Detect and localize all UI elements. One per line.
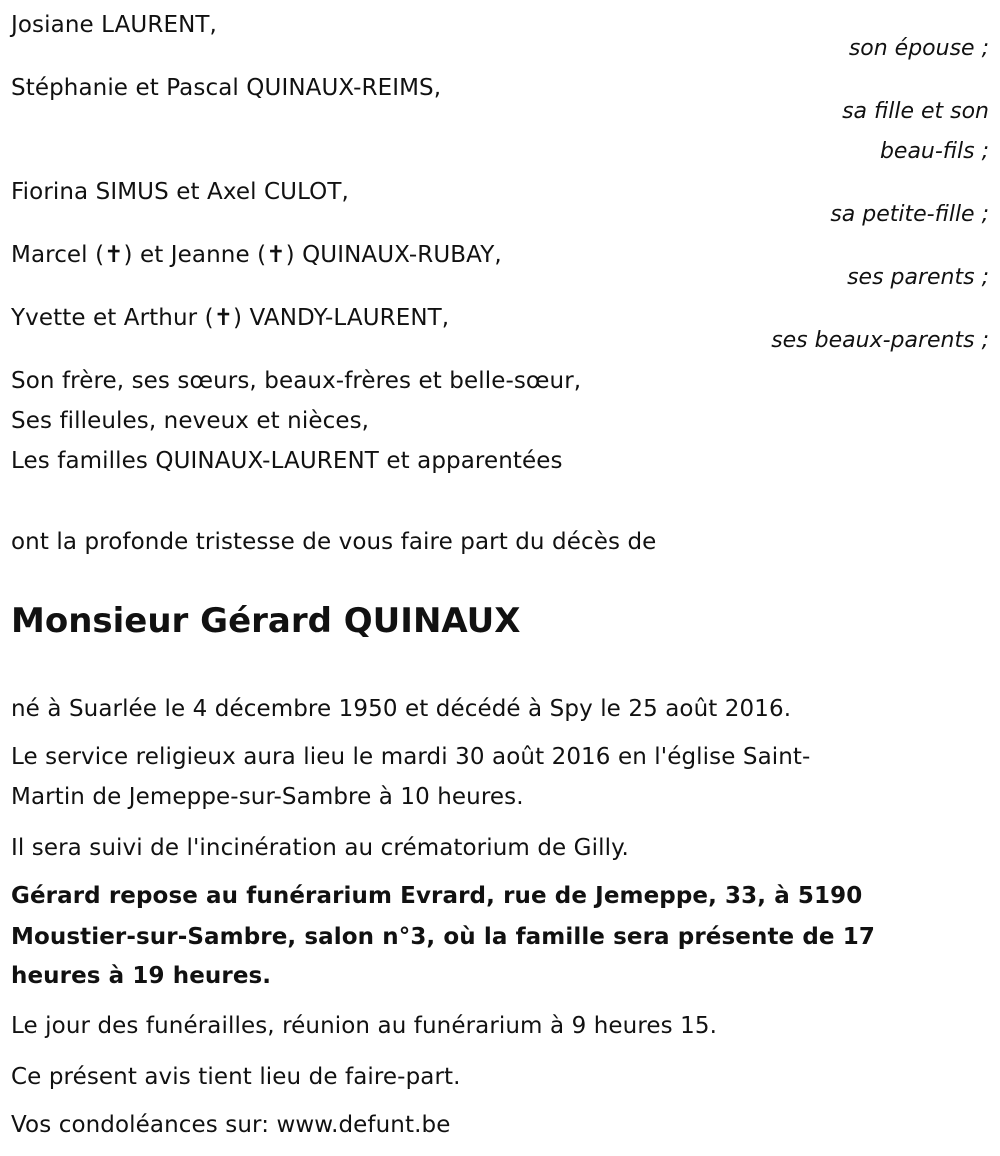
birth-death-text: né à Suarlée le 4 décembre 1950 et décédé à Spy le 25 août 2016.	[11, 696, 792, 722]
meeting-text: Le jour des funérailles, réunion au funérarium à 9 heures 15.	[11, 1013, 718, 1039]
viewing-text-line3: heures à 19 heures.	[11, 963, 272, 989]
extended-family-line: Les familles QUINAUX-LAURENT et apparentées	[11, 448, 563, 474]
viewing-text-line2: Moustier-sur-Sambre, salon n°3, où la famille sera présente de 17	[11, 924, 875, 950]
extended-family-line: Ses filleules, neveux et nièces,	[11, 408, 370, 434]
family-member-daughter: Stéphanie et Pascal QUINAUX-REIMS,	[11, 75, 442, 101]
viewing-text-line1: Gérard repose au funérarium Evrard, rue de Jemeppe, 33, à 5190	[11, 883, 863, 909]
family-member-spouse: Josiane LAURENT,	[11, 12, 217, 38]
condolences-text: Vos condoléances sur: www.defunt.be	[11, 1112, 451, 1138]
family-member-granddaughter: Fiorina SIMUS et Axel CULOT,	[11, 179, 349, 205]
service-text-line1: Le service religieux aura lieu le mardi 30 août 2016 en l'église Saint-	[11, 744, 811, 770]
relation-daughter-line2: beau-fils ;	[879, 139, 989, 164]
extended-family-line: Son frère, ses sœurs, beaux-frères et belle-sœur,	[11, 368, 582, 394]
relation-parents-in-law: ses beaux-parents ;	[771, 328, 989, 353]
relation-granddaughter: sa petite-fille ;	[830, 202, 989, 227]
relation-parents: ses parents ;	[847, 265, 989, 290]
family-member-parents: Marcel (✝) et Jeanne (✝) QUINAUX-RUBAY,	[11, 242, 502, 268]
announcement-text: ont la profonde tristesse de vous faire part du décès de	[11, 529, 657, 555]
family-member-parents-in-law: Yvette et Arthur (✝) VANDY-LAURENT,	[11, 305, 450, 331]
relation-daughter-line1: sa fille et son	[842, 99, 989, 124]
relation-spouse: son épouse ;	[848, 36, 989, 61]
notice-text: Ce présent avis tient lieu de faire-part.	[11, 1064, 461, 1090]
service-text-line2: Martin de Jemeppe-sur-Sambre à 10 heures.	[11, 784, 524, 810]
cremation-text: Il sera suivi de l'incinération au crématorium de Gilly.	[11, 835, 629, 861]
deceased-name: Monsieur Gérard QUINAUX	[11, 601, 521, 641]
